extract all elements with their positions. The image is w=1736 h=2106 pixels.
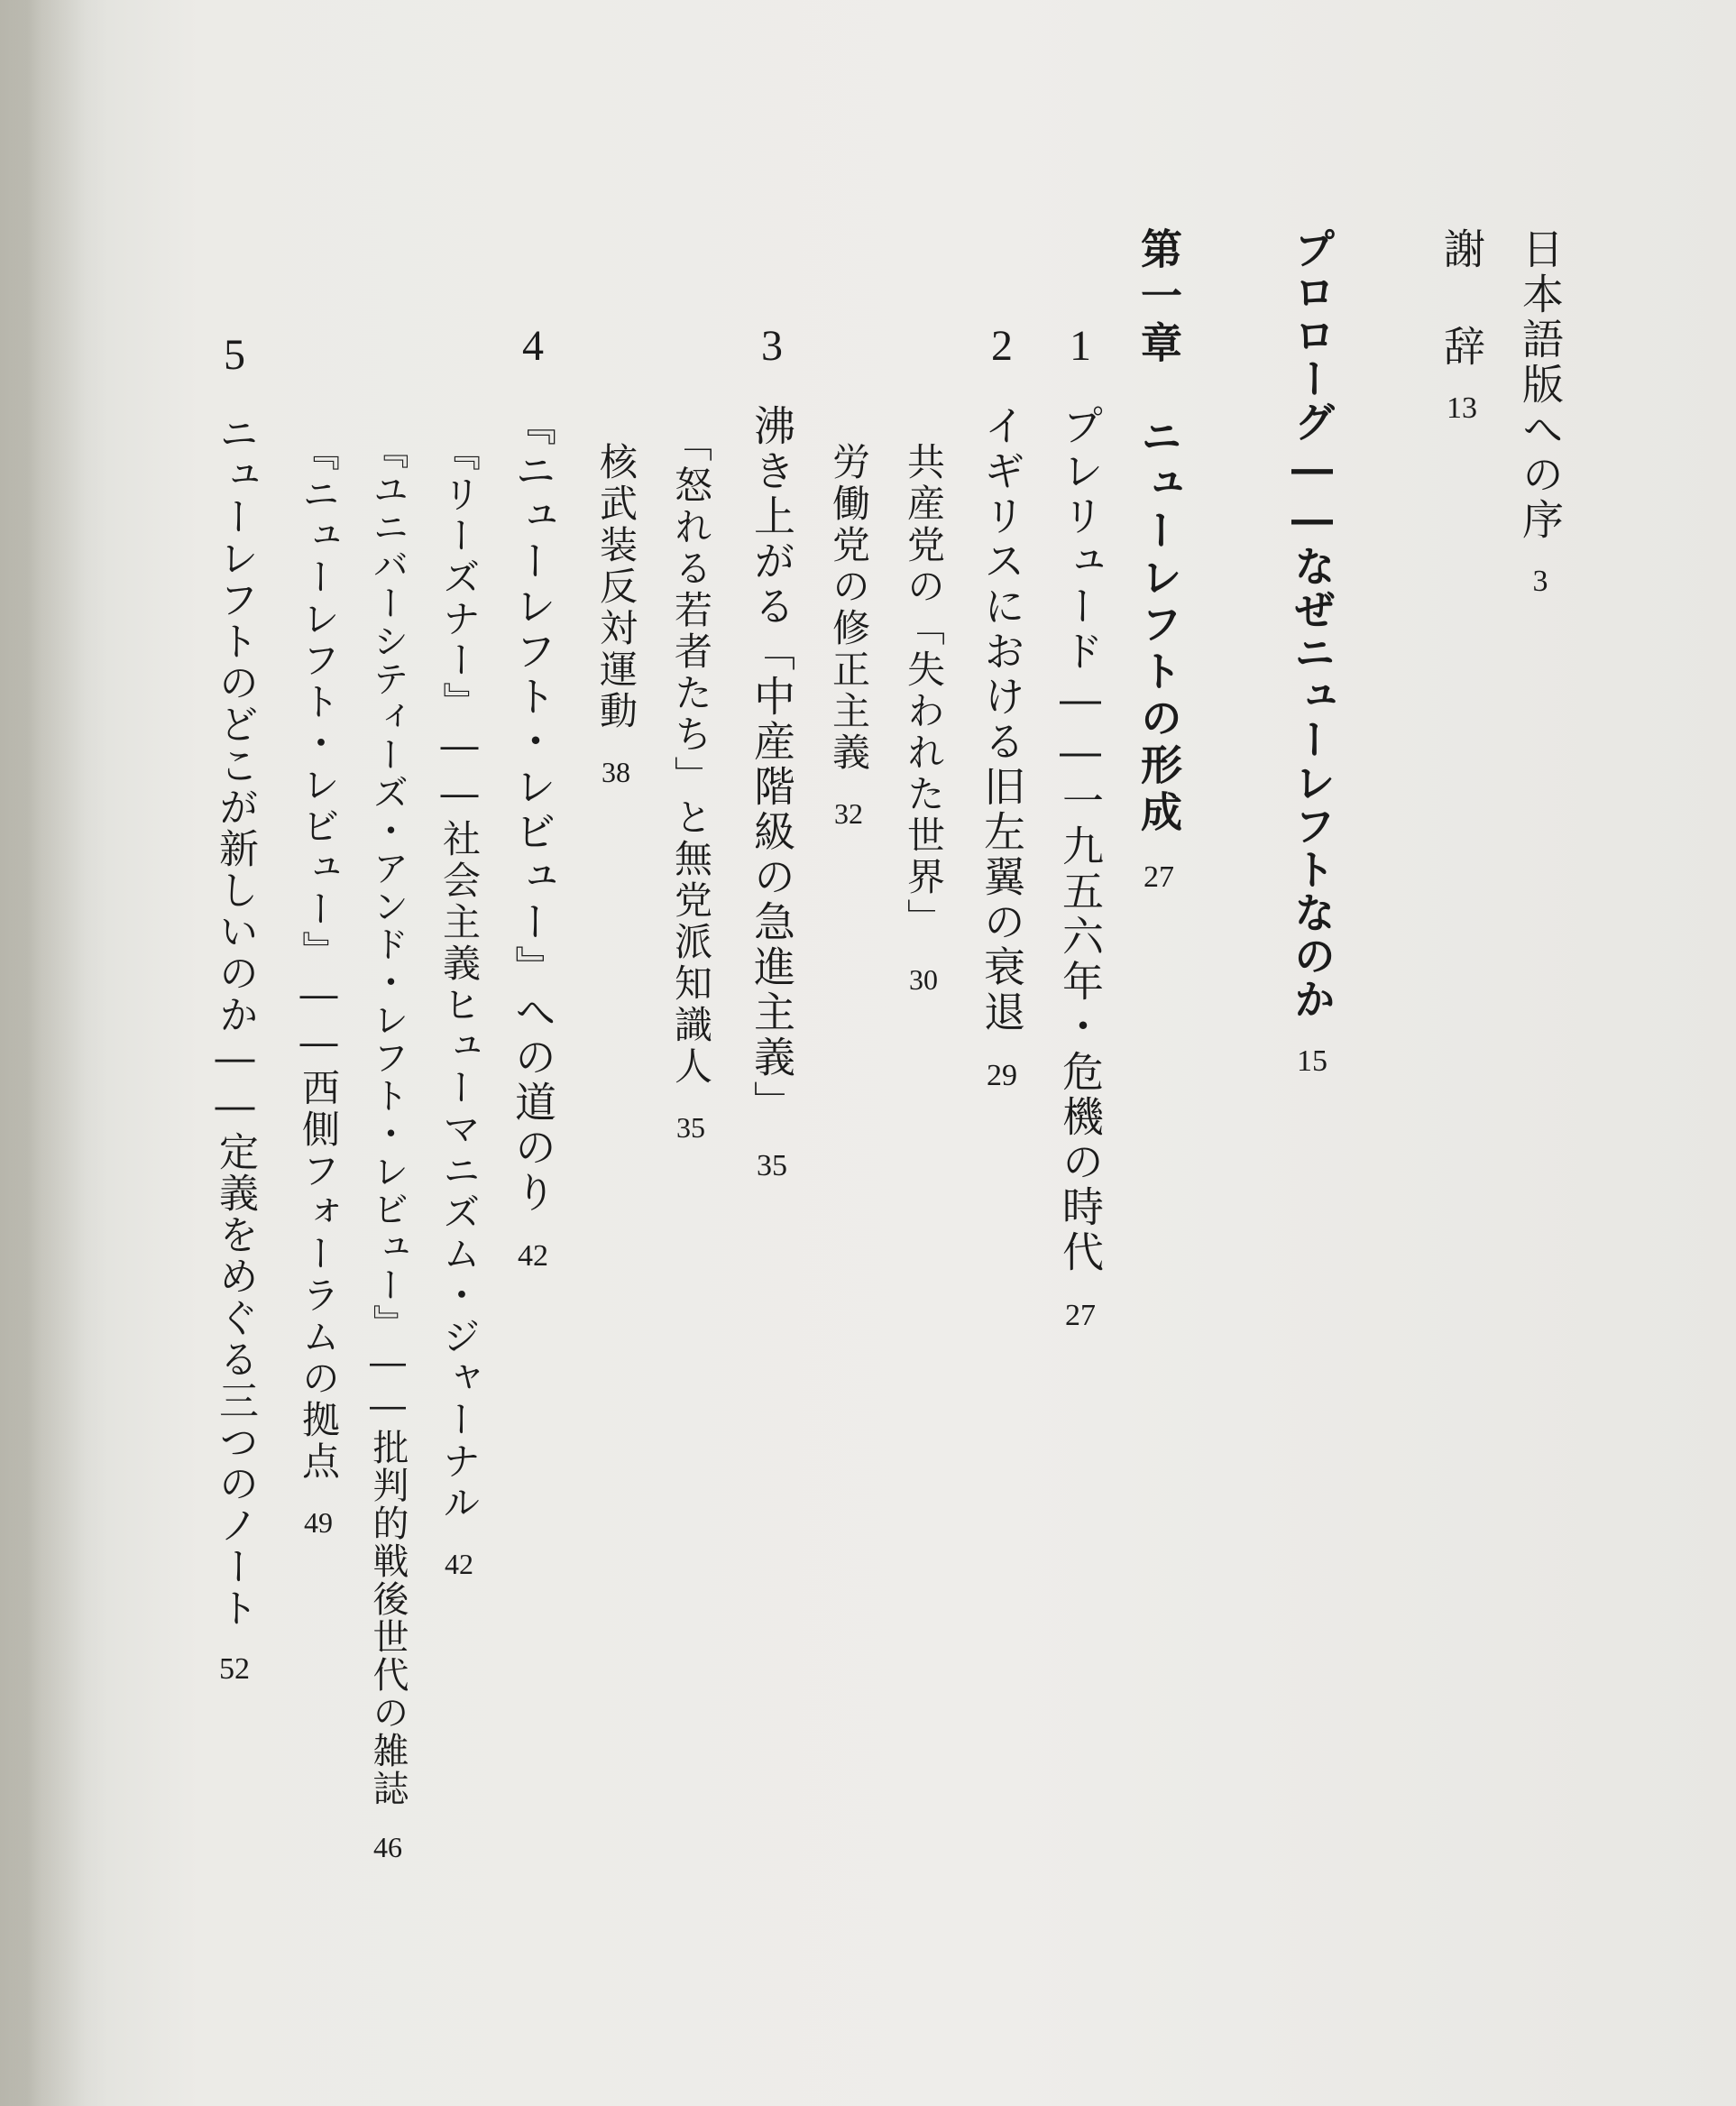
toc-entry-page: 42 [518,1239,548,1273]
toc-entry-acknowledgements [1437,227,1486,425]
toc-entry-title: ニューレフトのどこが新しいのか――定義をめぐる三つのノート [212,413,258,1629]
toc-entry-title: 日本語版への序 [1516,227,1565,543]
toc-entry-section-2 [978,322,1026,1092]
toc-entry-labour-revisionism [827,442,871,830]
toc-entry-ulr [367,433,409,1863]
toc-entry-page: 27 [1065,1299,1096,1332]
toc-entry-title: 共産党の「失われた世界」 [902,442,946,940]
toc-entry-communist-party [902,442,946,996]
toc-entry-page: 13 [1447,391,1477,425]
toc-entry-chapter-one [1134,227,1183,894]
toc-entry-page: 42 [445,1548,473,1580]
toc-entry-reasoner [437,433,482,1580]
toc-entry-number: 5 [224,331,245,379]
toc-entry-page: 29 [987,1059,1017,1092]
toc-entry-cnd [594,442,638,788]
toc-entry-title: イギリスにおける旧左翼の衰退 [978,404,1026,1035]
toc-entry-page: 52 [219,1652,250,1686]
toc-entry-preface-japanese [1516,227,1565,598]
toc-entry-page: 35 [676,1111,705,1144]
toc-entry-page: 49 [304,1506,333,1539]
toc-entry-section-4 [509,322,557,1273]
toc-entry-section-1 [1056,322,1105,1332]
toc-entry-title: 『ニューレフト・レビュー』への道のり [509,404,557,1216]
toc-entry-title: プレリュード――一九五六年・危機の時代 [1056,404,1105,1275]
toc-entry-page: 27 [1144,860,1174,894]
toc-entry-page: 15 [1297,1044,1327,1078]
toc-entry-title: 『ユニバーシティーズ・アンド・レフト・レビュー』――批判的戦後世代の雑誌 [367,433,409,1807]
toc-entry-number: 1 [1070,322,1091,370]
toc-entry-page: 30 [909,963,938,996]
toc-entry-page: 32 [834,797,863,830]
toc-entry-title: 『ニューレフト・レビュー』――西側フォーラムの拠点 [297,433,341,1483]
toc-entry-title: 沸き上がる「中産階級の急進主義」 [748,404,796,1126]
toc-entry-page: 38 [602,756,630,788]
toc-entry-title: 「怒れる若者たち」と無党派知識人 [669,424,713,1088]
toc-entry-title: プロローグ――なぜニューレフトなのか [1288,227,1336,1021]
toc-entry-number: 4 [522,322,544,370]
toc-entry-title: 謝 辞 [1437,227,1486,370]
toc-entry-title: 核武装反対運動 [594,442,638,732]
toc-entry-page: 3 [1532,565,1548,598]
toc-entry-title: 『リーズナー』――社会主義ヒューマニズム・ジャーナル [437,433,482,1524]
toc-entry-page: 46 [373,1831,402,1863]
toc-entry-angry-young-men [669,424,713,1144]
toc-entry-section-5 [212,331,258,1686]
toc-entry-title: 第一章 ニューレフトの形成 [1134,227,1183,837]
toc-entry-number: 2 [991,322,1013,370]
toc-entry-title: 労働党の修正主義 [827,442,871,774]
toc-entry-number: 3 [761,322,783,370]
toc-entry-section-3 [748,322,796,1182]
toc-entry-nlr-western-forum [297,433,341,1539]
toc-entry-prologue [1288,227,1336,1078]
toc-entry-page: 35 [757,1149,787,1182]
